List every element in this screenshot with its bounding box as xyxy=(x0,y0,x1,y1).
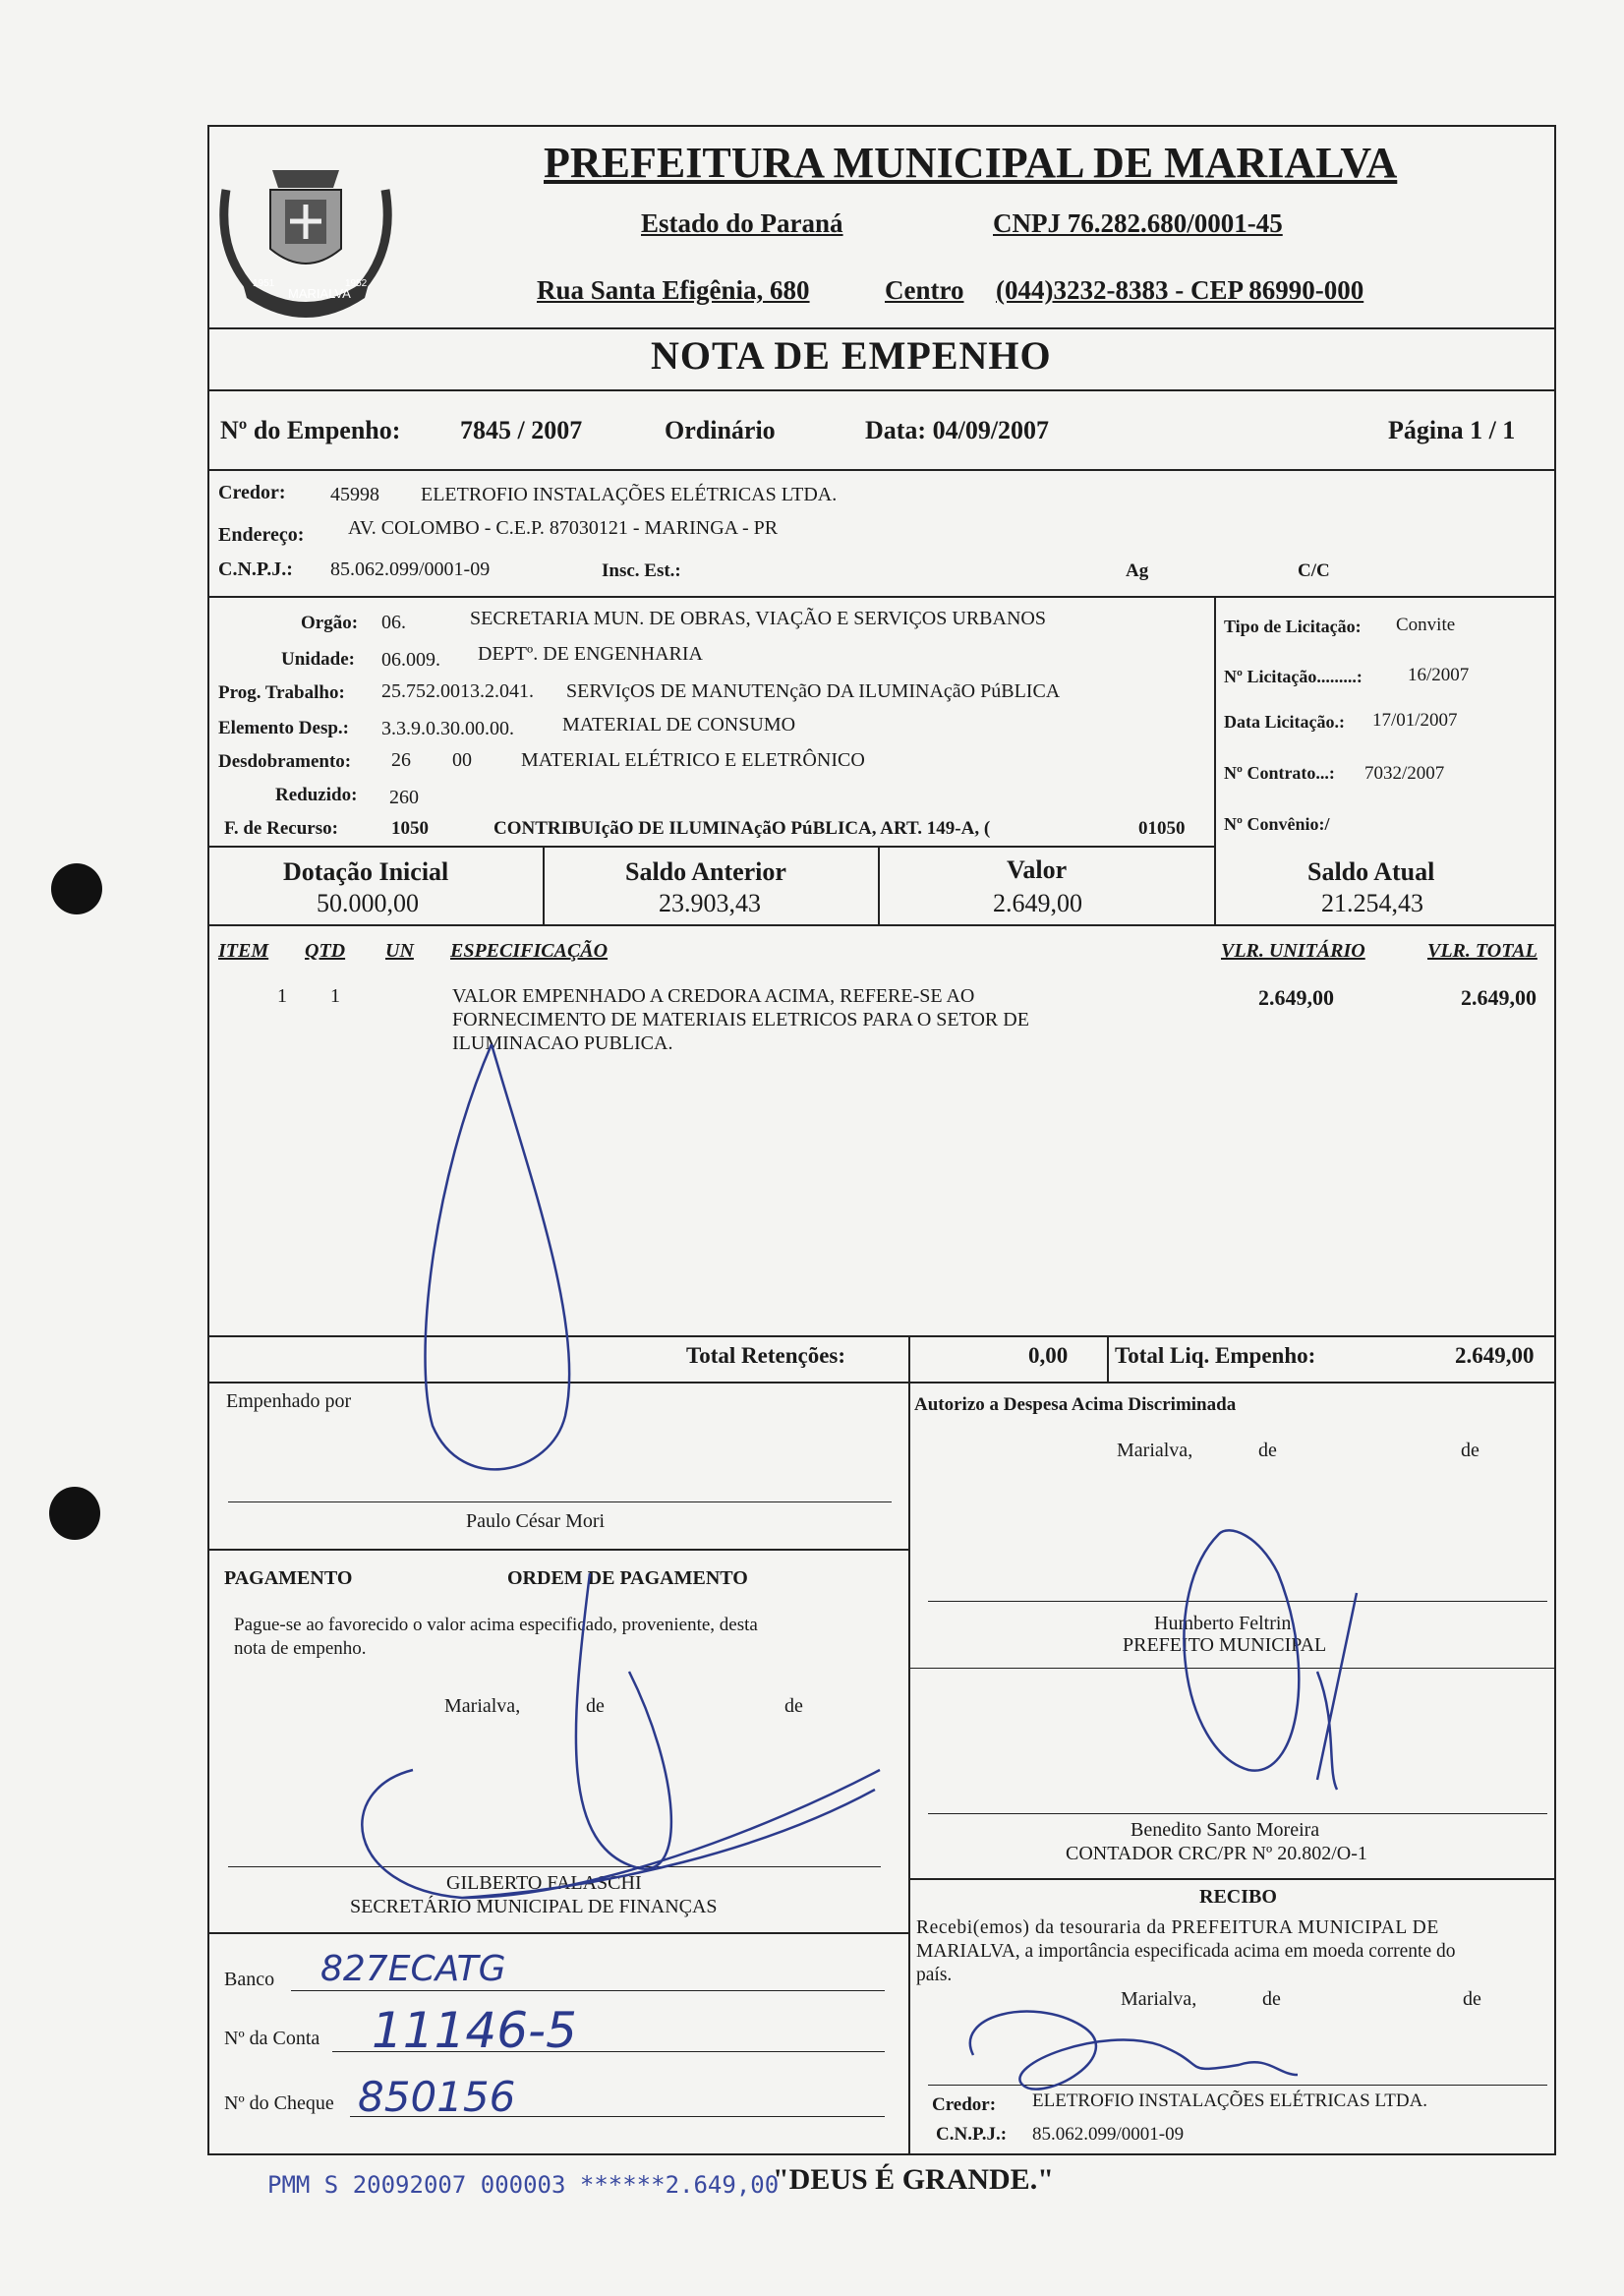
banco-label: Banco xyxy=(224,1969,275,1990)
desdobramento-code: 26 xyxy=(391,749,411,771)
contrato-label: Nº Contrato...: xyxy=(1224,763,1335,783)
credor-insc-label: Insc. Est.: xyxy=(602,560,681,581)
recibo-text-2: MARIALVA, a importância especificada acima em moeda corrente do xyxy=(916,1941,1456,1962)
header-title: PREFEITURA MUNICIPAL DE MARIALVA xyxy=(544,139,1398,187)
item-spec-line-3: ILUMINACAO PUBLICA. xyxy=(452,1032,673,1054)
signature-secretario xyxy=(362,1573,880,1898)
accountant-title: CONTADOR CRC/PR Nº 20.802/O-1 xyxy=(1066,1843,1367,1864)
col-un: UN xyxy=(385,940,414,962)
recibo-text-1: Recebi(emos) da tesouraria da PREFEITURA MUNICIPAL DE xyxy=(916,1917,1439,1938)
conta-label: Nº da Conta xyxy=(224,2028,320,2049)
dotacao-inicial-label: Dotação Inicial xyxy=(283,857,449,886)
col-qtd: QTD xyxy=(305,940,346,962)
recibo-cnpj: 85.062.099/0001-09 xyxy=(1032,2124,1185,2145)
empenhado-label: Empenhado por xyxy=(226,1390,352,1412)
recibo-city: Marialva, xyxy=(1121,1988,1197,2010)
autorizo-de1: de xyxy=(1258,1440,1277,1461)
credor-cnpj: 85.062.099/0001-09 xyxy=(330,559,491,580)
reduzido-value: 260 xyxy=(389,787,419,808)
recurso-name: CONTRIBUIçãO DE ILUMINAçãO PúBLICA, ART. 149-A, ( xyxy=(493,818,991,839)
elemento-name: MATERIAL DE CONSUMO xyxy=(562,714,796,736)
recibo-text-3: país. xyxy=(916,1965,953,1985)
credor-name: ELETROFIO INSTALAÇÕES ELÉTRICAS LTDA. xyxy=(421,484,838,505)
credor-code: 45998 xyxy=(330,484,379,505)
col-total: VLR. TOTAL xyxy=(1427,940,1537,962)
header-address: Rua Santa Efigênia, 680 xyxy=(537,275,810,305)
desdobramento-sub: 00 xyxy=(452,749,472,771)
empenho-number-label: Nº do Empenho: xyxy=(220,416,401,444)
total-retencoes-value: 0,00 xyxy=(1028,1343,1069,1368)
pagamento-de2: de xyxy=(784,1695,803,1717)
licitacao-data: 17/01/2007 xyxy=(1372,710,1458,731)
valor-value: 2.649,00 xyxy=(993,889,1082,917)
credor-cnpj-label: C.N.P.J.: xyxy=(218,559,293,580)
item-qtd: 1 xyxy=(330,985,340,1007)
conta-value: 11146-5 xyxy=(372,2002,577,2059)
recurso-label: F. de Recurso: xyxy=(224,818,338,839)
signature-prefeito xyxy=(1184,1530,1357,1790)
autorizo-city: Marialva, xyxy=(1117,1440,1193,1461)
autorizo-label: Autorizo a Despesa Acima Discriminada xyxy=(914,1394,1237,1415)
credor-ag-label: Ag xyxy=(1126,560,1149,581)
desdobramento-label: Desdobramento: xyxy=(218,751,352,772)
header-cnpj: CNPJ 76.282.680/0001-45 xyxy=(993,208,1283,238)
empenhado-name: Paulo César Mori xyxy=(466,1510,606,1532)
banco-value: 827ECATG xyxy=(320,1949,506,1989)
unidade-label: Unidade: xyxy=(281,649,355,670)
autorizo-de2: de xyxy=(1461,1440,1479,1461)
credor-address-label: Endereço: xyxy=(218,524,305,546)
pagamento-text-2: nota de empenho. xyxy=(234,1638,367,1659)
item-total-value: 2.649,00 xyxy=(1461,985,1537,1010)
licitacao-tipo: Convite xyxy=(1396,615,1456,635)
ordem-pagamento: ORDEM DE PAGAMENTO xyxy=(507,1567,748,1589)
item-spec-line-1: VALOR EMPENHADO A CREDORA ACIMA, REFERE-SE AO xyxy=(452,985,975,1007)
signature-recibo xyxy=(970,2012,1298,2090)
footer-stamp: PMM S 20092007 000003 ******2.649,00 xyxy=(267,2171,780,2199)
unidade-name: DEPTº. DE ENGENHARIA xyxy=(478,643,703,665)
credor-cc-label: C/C xyxy=(1298,560,1330,581)
empenho-number: 7845 / 2007 xyxy=(460,416,583,444)
cheque-value: 850156 xyxy=(358,2073,516,2121)
recibo-title: RECIBO xyxy=(1199,1886,1277,1908)
saldo-anterior-value: 23.903,43 xyxy=(659,889,761,917)
secretary-name: GILBERTO FALASCHI xyxy=(446,1872,642,1894)
item-unit-value: 2.649,00 xyxy=(1258,985,1334,1010)
recibo-credor: ELETROFIO INSTALAÇÕES ELÉTRICAS LTDA. xyxy=(1032,2090,1428,2111)
empenho-type: Ordinário xyxy=(665,416,776,444)
licitacao-numero: 16/2007 xyxy=(1408,665,1470,685)
document-title: NOTA DE EMPENHO xyxy=(651,333,1052,378)
header-district: Centro xyxy=(885,275,964,305)
accountant-name: Benedito Santo Moreira xyxy=(1131,1819,1320,1841)
pagamento-city: Marialva, xyxy=(444,1695,521,1717)
recibo-de2: de xyxy=(1463,1988,1481,2010)
dotacao-inicial-value: 50.000,00 xyxy=(317,889,419,917)
seal-text: MARIALVA xyxy=(288,286,351,301)
recibo-de1: de xyxy=(1262,1988,1281,2010)
mayor-title: PREFEITO MUNICIPAL xyxy=(1123,1634,1327,1656)
valor-label: Valor xyxy=(1007,855,1068,884)
desdobramento-name: MATERIAL ELÉTRICO E ELETRÔNICO xyxy=(521,749,865,771)
saldo-atual-label: Saldo Atual xyxy=(1307,857,1435,886)
credor-label: Credor: xyxy=(218,482,286,503)
orgao-label: Orgão: xyxy=(301,613,359,633)
item-spec-line-2: FORNECIMENTO DE MATERIAIS ELETRICOS PARA O SETOR DE xyxy=(452,1009,1029,1030)
footer-motto: "DEUS É GRANDE." xyxy=(773,2163,1054,2196)
empenho-page: Página 1 / 1 xyxy=(1388,416,1516,444)
col-item: ITEM xyxy=(218,940,269,962)
seal-year-left: 1951 xyxy=(253,278,275,289)
mayor-name: Humberto Feltrin xyxy=(1154,1613,1292,1634)
reduzido-label: Reduzido: xyxy=(275,785,358,805)
signature-empenhado xyxy=(426,1044,570,1469)
pagamento-text-1: Pague-se ao favorecido o valor acima especificado, proveniente, desta xyxy=(234,1615,758,1635)
total-liquido-label: Total Liq. Empenho: xyxy=(1115,1343,1316,1368)
header-state: Estado do Paraná xyxy=(641,208,843,238)
cheque-label: Nº do Cheque xyxy=(224,2092,334,2114)
total-retencoes-label: Total Retenções: xyxy=(686,1343,846,1368)
orgao-code: 06. xyxy=(381,612,406,633)
recibo-credor-label: Credor: xyxy=(932,2094,997,2115)
pagamento-de1: de xyxy=(586,1695,605,1717)
licitacao-numero-label: Nº Licitação.........: xyxy=(1224,667,1363,686)
secretary-title: SECRETÁRIO MUNICIPAL DE FINANÇAS xyxy=(350,1896,718,1917)
licitacao-data-label: Data Licitação.: xyxy=(1224,712,1345,732)
recurso-code: 1050 xyxy=(391,818,429,839)
total-liquido-value: 2.649,00 xyxy=(1455,1343,1535,1368)
saldo-atual-value: 21.254,43 xyxy=(1321,889,1423,917)
licitacao-tipo-label: Tipo de Licitação: xyxy=(1224,617,1362,636)
elemento-code: 3.3.9.0.30.00.00. xyxy=(381,718,514,739)
col-unit: VLR. UNITÁRIO xyxy=(1221,940,1365,962)
convenio-label: Nº Convênio:/ xyxy=(1224,814,1330,834)
prog-name: SERVIçOS DE MANUTENçãO DA ILUMINAçãO PúBLICA xyxy=(566,680,1061,702)
recurso-ref: 01050 xyxy=(1138,818,1186,839)
unidade-code: 06.009. xyxy=(381,649,440,671)
empenho-date: Data: 04/09/2007 xyxy=(865,416,1050,444)
prog-code: 25.752.0013.2.041. xyxy=(381,680,534,702)
credor-address: AV. COLOMBO - C.E.P. 87030121 - MARINGA - PR xyxy=(348,517,779,539)
prog-label: Prog. Trabalho: xyxy=(218,682,345,703)
contrato-value: 7032/2007 xyxy=(1364,763,1445,784)
pagamento-label: PAGAMENTO xyxy=(224,1567,353,1589)
col-spec: ESPECIFICAÇÃO xyxy=(450,940,609,962)
seal-year-right: 1952 xyxy=(345,278,368,289)
header-phone-cep: (044)3232-8383 - CEP 86990-000 xyxy=(996,275,1364,305)
elemento-label: Elemento Desp.: xyxy=(218,718,349,738)
item-number: 1 xyxy=(277,985,287,1007)
saldo-anterior-label: Saldo Anterior xyxy=(625,857,786,886)
recibo-cnpj-label: C.N.P.J.: xyxy=(936,2124,1008,2145)
orgao-name: SECRETARIA MUN. DE OBRAS, VIAÇÃO E SERVIÇOS URBANOS xyxy=(470,608,1046,629)
